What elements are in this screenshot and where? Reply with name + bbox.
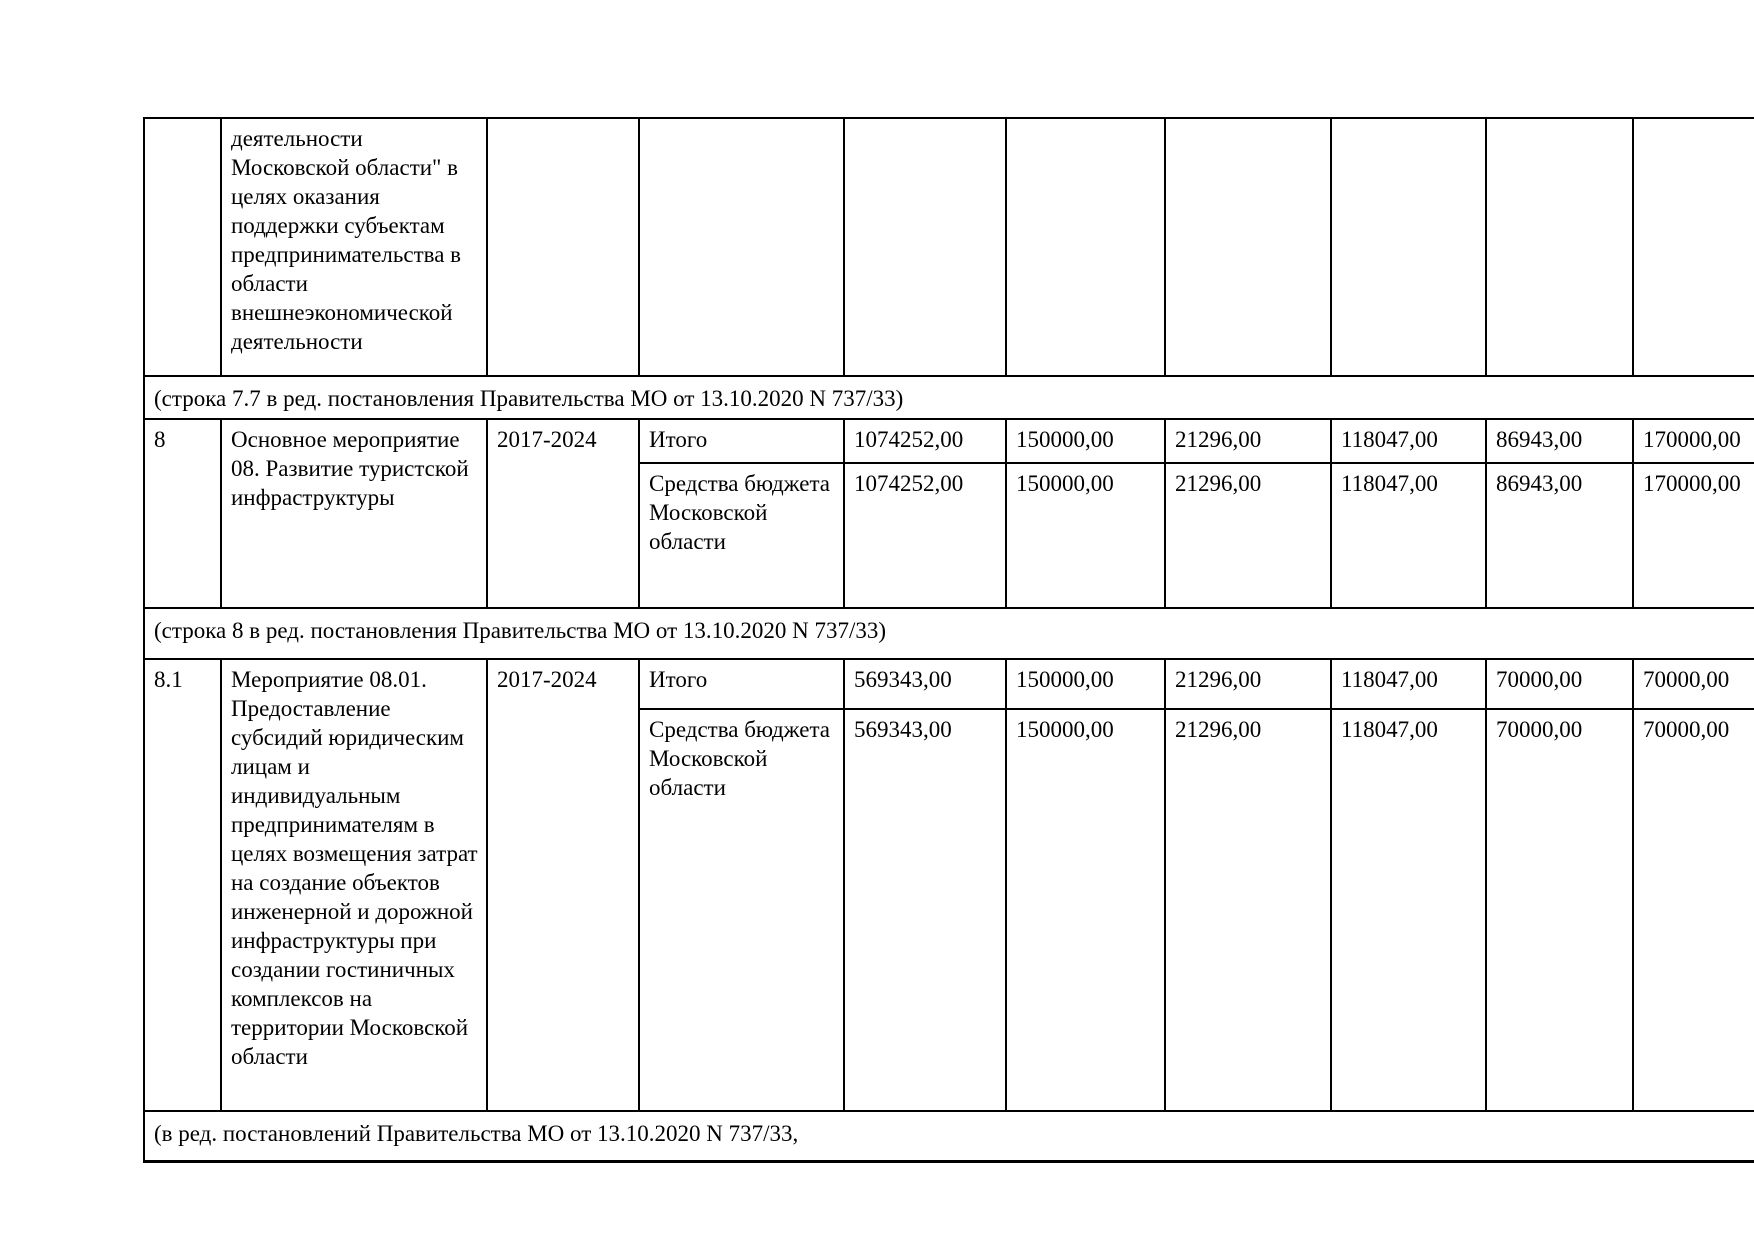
cell-value-empty xyxy=(1165,118,1331,376)
cell-years-8-1: 2017-2024 xyxy=(487,659,639,1111)
cell-value: 118047,00 xyxy=(1331,709,1486,1111)
cell-value: 150000,00 xyxy=(1006,709,1165,1111)
cell-num-8-1: 8.1 xyxy=(144,659,221,1111)
cell-value: 70000,00 xyxy=(1633,659,1754,709)
cell-value: 170000,00 xyxy=(1633,419,1754,463)
cell-value: 86943,00 xyxy=(1486,463,1633,608)
cell-source-8-1-sredstva: Средства бюджета Московской области xyxy=(639,709,844,1111)
cell-value-empty xyxy=(1486,118,1633,376)
cell-source-8-1-itogo: Итого xyxy=(639,659,844,709)
note-text-7-7: (строка 7.7 в ред. постановления Правительства МО от 13.10.2020 N 737/33) xyxy=(144,376,1754,419)
budget-table xyxy=(143,117,1754,1163)
cell-value: 21296,00 xyxy=(1165,463,1331,608)
cell-value: 118047,00 xyxy=(1331,659,1486,709)
cell-value: 70000,00 xyxy=(1486,709,1633,1111)
table-row-7-7-continuation xyxy=(144,118,1754,376)
cell-value-empty xyxy=(1633,118,1754,376)
cell-value: 70000,00 xyxy=(1633,709,1754,1111)
table-row-note-7-7 xyxy=(144,376,1754,419)
cell-years-empty xyxy=(487,118,639,376)
cell-value: 21296,00 xyxy=(1165,659,1331,709)
cell-description-7-7: деятельности Московской области" в целях оказания поддержки субъектам предпринимательства в области внешнеэкономической деятельности xyxy=(221,118,487,376)
cell-source-empty xyxy=(639,118,844,376)
note-text-bottom: (в ред. постановлений Правительства МО от 13.10.2020 N 737/33, xyxy=(144,1111,1754,1161)
note-text-8: (строка 8 в ред. постановления Правительства МО от 13.10.2020 N 737/33) xyxy=(144,608,1754,659)
cell-source-8-itogo: Итого xyxy=(639,419,844,463)
cell-years-8: 2017-2024 xyxy=(487,419,639,608)
cell-value-empty xyxy=(1331,118,1486,376)
cell-value: 569343,00 xyxy=(844,659,1006,709)
cell-value: 170000,00 xyxy=(1633,463,1754,608)
cell-num-8: 8 xyxy=(144,419,221,608)
cell-value-empty xyxy=(844,118,1006,376)
cell-num-empty xyxy=(144,118,221,376)
cell-value-empty xyxy=(1006,118,1165,376)
table-row-8-1-itogo xyxy=(144,659,1754,709)
cell-description-8-1: Мероприятие 08.01. Предоставление субсидий юридическим лицам и индивидуальным предпринимателям в целях возмещения затрат на создание объектов инженерной и дорожной инфраструктуры при создании гостиничных комплексов на территории Московской области xyxy=(221,659,487,1111)
table-row-8-itogo xyxy=(144,419,1754,463)
cell-value: 70000,00 xyxy=(1486,659,1633,709)
cell-value: 118047,00 xyxy=(1331,419,1486,463)
cell-value: 21296,00 xyxy=(1165,709,1331,1111)
cell-value: 118047,00 xyxy=(1331,463,1486,608)
cell-value: 1074252,00 xyxy=(844,419,1006,463)
cell-value: 150000,00 xyxy=(1006,659,1165,709)
cell-value: 150000,00 xyxy=(1006,463,1165,608)
table-row-note-8 xyxy=(144,608,1754,659)
table-row-note-bottom xyxy=(144,1111,1754,1161)
cell-value: 21296,00 xyxy=(1165,419,1331,463)
cell-value: 86943,00 xyxy=(1486,419,1633,463)
cell-source-8-sredstva: Средства бюджета Московской области xyxy=(639,463,844,608)
cell-value: 1074252,00 xyxy=(844,463,1006,608)
cell-value: 150000,00 xyxy=(1006,419,1165,463)
cell-description-8: Основное мероприятие 08. Развитие туристской инфраструктуры xyxy=(221,419,487,608)
cell-value: 569343,00 xyxy=(844,709,1006,1111)
